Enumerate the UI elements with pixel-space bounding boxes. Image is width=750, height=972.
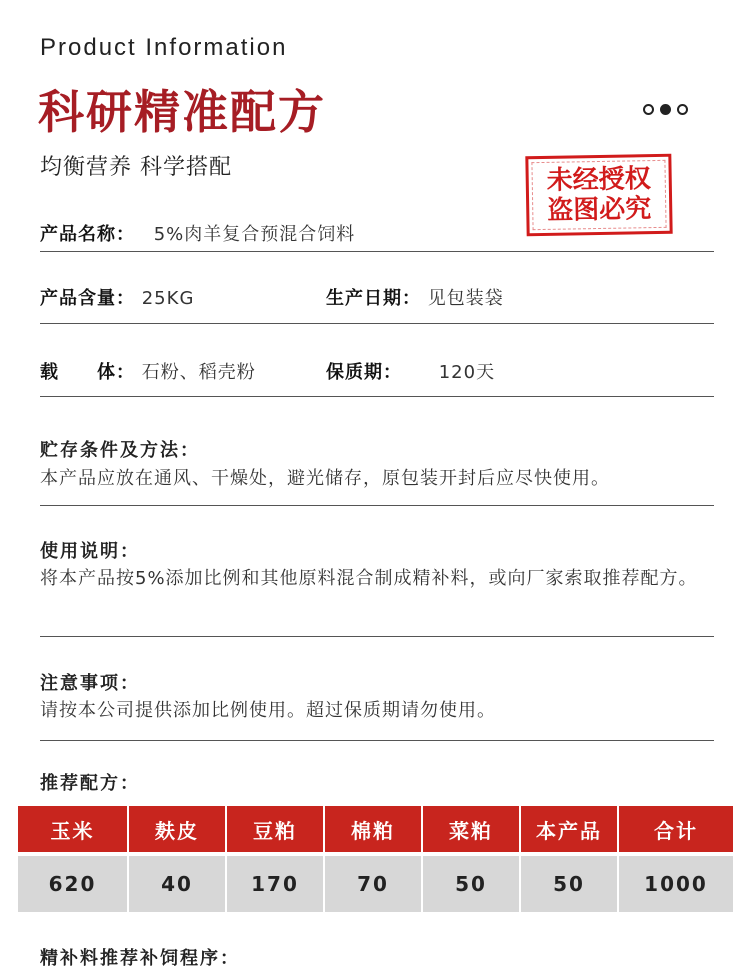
- table-cell: 70: [325, 852, 421, 912]
- table-header-cell: 本产品: [521, 806, 617, 852]
- shelf-life-label: 保质期：: [326, 362, 402, 383]
- table-cell: 40: [129, 852, 225, 912]
- table-header-cell: 合计: [619, 806, 733, 852]
- carrier-row: [40, 358, 714, 384]
- table-header-cell: 棉粕: [325, 806, 421, 852]
- product-name-row: [40, 220, 714, 246]
- divider: [40, 636, 714, 637]
- carrier-value: 石粉、稻壳粉: [141, 362, 256, 383]
- notice-text: 请按本公司提供添加比例使用。超过保质期请勿使用。: [40, 700, 496, 721]
- divider: [40, 740, 714, 741]
- pager-dots: [643, 104, 688, 115]
- usage-heading: 使用说明：: [40, 541, 140, 562]
- table-cell: 620: [18, 852, 127, 912]
- table-header-row: [18, 806, 733, 852]
- table-header-cell: 麸皮: [129, 806, 225, 852]
- date-value: 见包装袋: [427, 288, 504, 309]
- product-name-value: 5%肉羊复合预混合饲料: [153, 224, 356, 245]
- storage-text: 本产品应放在通风、干燥处，避光储存，原包装开封后应尽快使用。: [40, 468, 610, 489]
- table-header-cell: 豆粕: [227, 806, 323, 852]
- content-label: 产品含量：: [40, 288, 135, 309]
- formula-heading: 推荐配方：: [40, 773, 140, 794]
- table-cell: 170: [227, 852, 323, 912]
- divider: [40, 505, 714, 506]
- shelf-life-value: 120天: [438, 362, 496, 383]
- notice-heading: 注意事项：: [40, 673, 140, 694]
- usage-text: 将本产品按5%添加比例和其他原料混合制成精补料，或向厂家索取推荐配方。: [40, 568, 698, 589]
- content-row: [40, 284, 714, 310]
- table-cell: 50: [423, 852, 519, 912]
- table-header-cell: 玉米: [18, 806, 127, 852]
- carrier-label: 载 体：: [40, 362, 135, 383]
- stamp-line-1: 未经授权: [546, 164, 651, 196]
- subtitle: 均衡营养 科学搭配: [40, 155, 232, 180]
- stamp-line-2: 盗图必究: [546, 194, 652, 226]
- formula-table: [16, 806, 735, 912]
- divider: [40, 396, 714, 397]
- storage-heading: 贮存条件及方法：: [40, 440, 200, 461]
- content-value: 25KG: [141, 288, 195, 309]
- divider: [40, 251, 714, 252]
- divider: [40, 323, 714, 324]
- pager-dot-active[interactable]: [660, 104, 671, 115]
- table-row: [18, 852, 733, 912]
- product-name-label: 产品名称：: [40, 224, 135, 245]
- page-title: 科研精准配方: [38, 85, 326, 139]
- feeding-heading: 精补料推荐补饲程序：: [40, 948, 240, 969]
- pager-dot[interactable]: [643, 104, 654, 115]
- english-title: Product Information: [40, 34, 288, 61]
- table-header-cell: 菜粕: [423, 806, 519, 852]
- table-cell: 1000: [619, 852, 733, 912]
- table-cell: 50: [521, 852, 617, 912]
- date-label: 生产日期：: [326, 288, 421, 309]
- pager-dot[interactable]: [677, 104, 688, 115]
